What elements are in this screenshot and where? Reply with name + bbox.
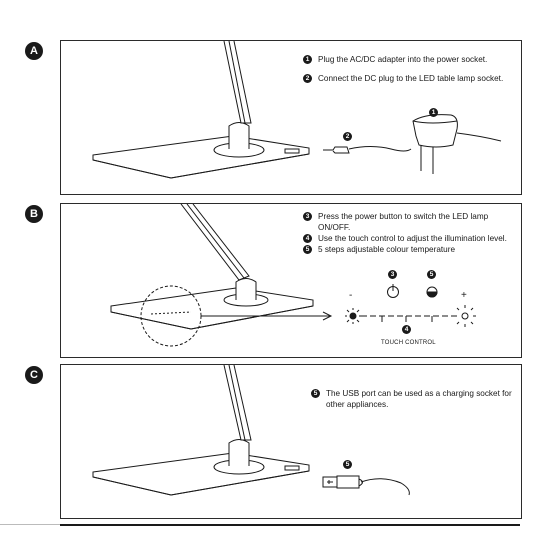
minus-sign: - <box>349 290 353 301</box>
panel-setup-power <box>60 40 522 195</box>
section-badge-b: B <box>25 205 43 223</box>
callout-dc-plug: 2 <box>343 132 352 141</box>
step-text: 5 steps adjustable colour temperature <box>318 245 455 254</box>
section-badge-a: A <box>25 42 43 60</box>
touch-control-label: TOUCH CONTROL <box>381 340 436 346</box>
step-number: 5 <box>303 245 312 254</box>
plus-sign: + <box>461 290 467 301</box>
callout-color-temp: 5 <box>427 270 436 279</box>
panel-usb-charging <box>60 364 522 519</box>
step-item <box>303 54 503 65</box>
step-number: 4 <box>303 234 312 243</box>
step-item <box>303 73 503 84</box>
step-item <box>303 211 521 233</box>
steps-list-b <box>303 211 521 255</box>
callout-usb-plug: 5 <box>343 460 352 469</box>
page-edge-line <box>0 524 60 525</box>
step-item <box>311 388 516 410</box>
panel-operation <box>60 203 522 358</box>
step-number: 2 <box>303 74 312 83</box>
step-item <box>303 244 521 255</box>
steps-list-c <box>311 388 516 410</box>
step-number: 3 <box>303 212 312 221</box>
callout-adapter: 1 <box>429 108 438 117</box>
step-text: Use the touch control to adjust the illumination level. <box>318 234 507 243</box>
step-number: 5 <box>311 389 320 398</box>
step-text: The USB port can be used as a charging socket for other appliances. <box>326 389 512 409</box>
footer-rule <box>60 524 520 526</box>
step-number: 1 <box>303 55 312 64</box>
steps-list-a <box>303 54 503 84</box>
callout-power-button: 3 <box>388 270 397 279</box>
callout-touch-control: 4 <box>402 325 411 334</box>
step-item <box>303 233 521 244</box>
step-text: Press the power button to switch the LED lamp ON/OFF. <box>318 212 489 232</box>
step-text: Plug the AC/DC adapter into the power socket. <box>318 55 488 64</box>
section-badge-c: C <box>25 366 43 384</box>
step-text: Connect the DC plug to the LED table lamp socket. <box>318 74 504 83</box>
